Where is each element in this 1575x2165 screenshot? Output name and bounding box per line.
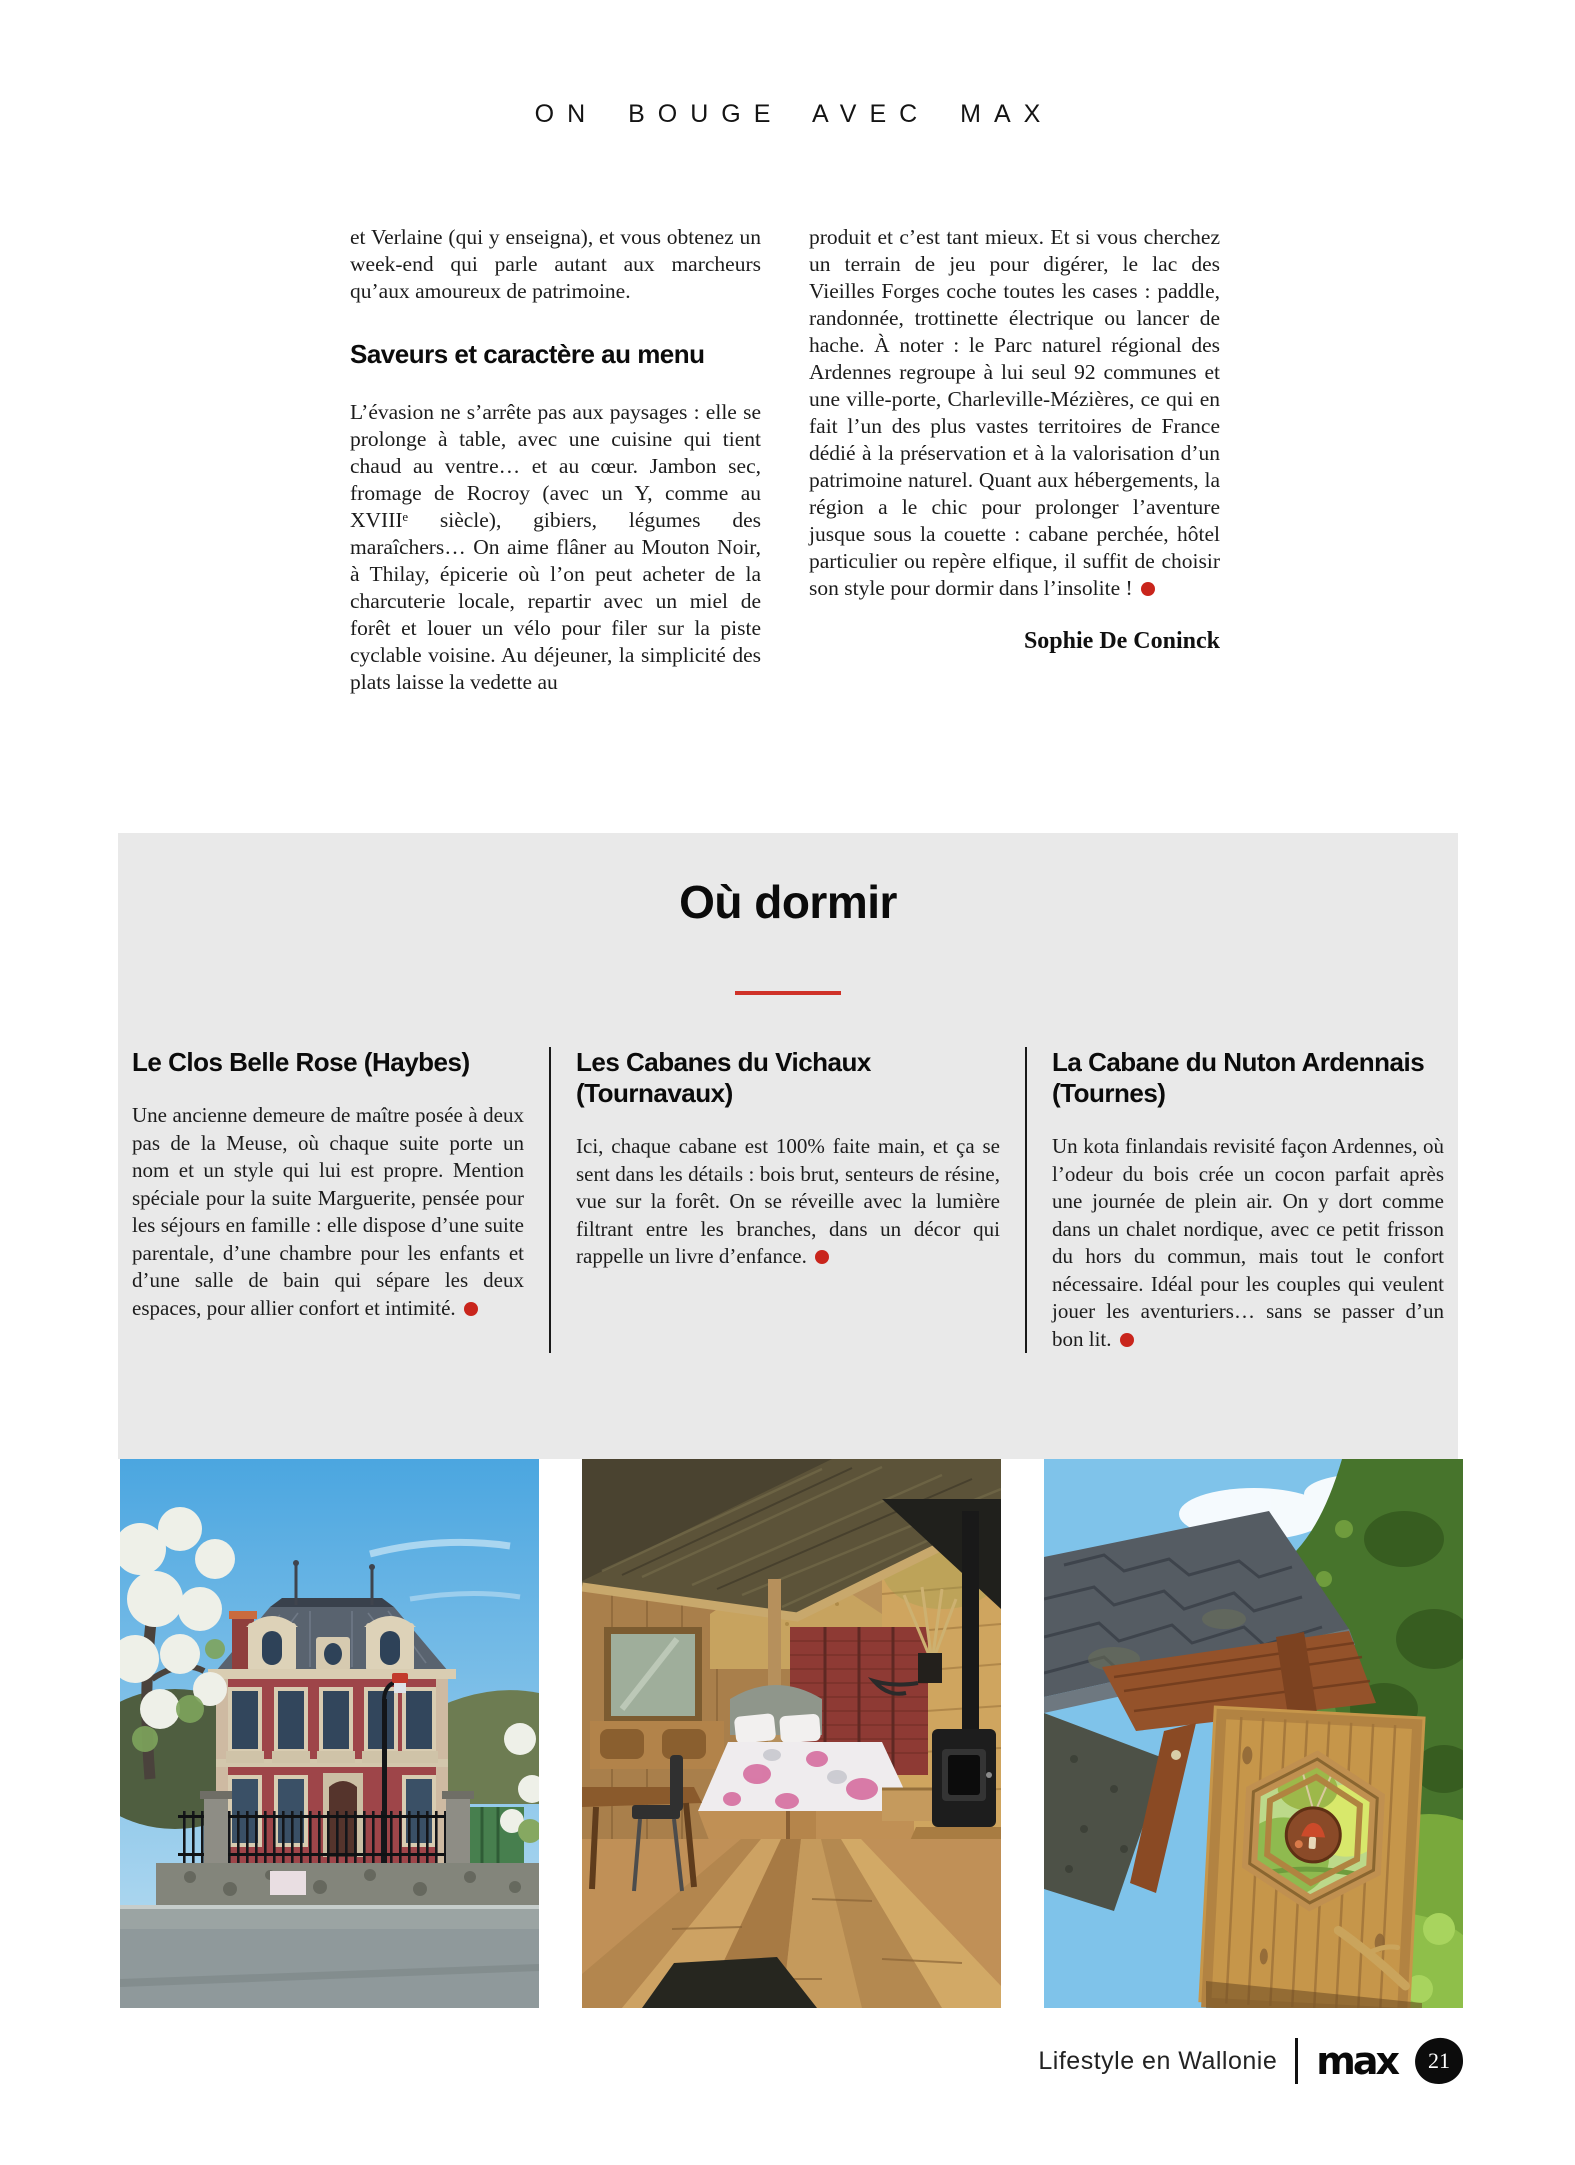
listing-body-text: Une ancienne demeure de maître posée à deux pas de la Meuse, où chaque suite porte un nom et un style qui lui est propre. Mention spéciale pour la suite Marguerite, pensée pour les séjours en famille : elle dispose d’une suite parentale, d’une chambre pour les enfants et d’une salle de bain qui sépare les deux espaces, pour allier confort et intimité. — [132, 1103, 524, 1320]
footer-divider — [1295, 2038, 1298, 2084]
article-intro-paragraph: et Verlaine (qui y enseigna), et vous obtenez un week-end qui parle autant aux marcheurs qu’aux amoureux de patrimoine. — [350, 225, 761, 303]
max-logo: max — [1316, 2039, 1397, 2083]
listing-clos-belle-rose — [132, 1047, 549, 1353]
footer-section-label: Lifestyle en Wallonie — [1038, 2046, 1278, 2075]
listing-body — [1052, 1133, 1444, 1353]
page-number-badge — [1413, 2036, 1466, 2087]
listing-cabane-du-nuton — [1027, 1047, 1444, 1353]
article-body — [350, 224, 1220, 696]
end-of-article-dot-icon — [1141, 582, 1155, 596]
article-column-left — [350, 224, 761, 696]
cabin-interior-illustration — [582, 1459, 1001, 2008]
author-byline: Sophie De Coninck — [1023, 628, 1220, 654]
kota-exterior-illustration — [1044, 1459, 1463, 2008]
end-of-article-dot-icon — [815, 1250, 829, 1264]
article-paragraph: L’évasion ne s’arrête pas aux paysages : elle se prolonge à table, avec une cuisine qui tient chaud au ventre… et au cœur. Jambon sec, fromage de Rocroy (avec un Y, comme au XVIIIᵉ siècle), gibiers, légumes des maraîchers… On aime flâner au Mouton Noir, à Thilay, épicerie où l’on peut acheter de la charcuterie locale, repartir avec un miel de forêt et louer un vélo pour filer sur la piste cyclable voisine. Au déjeuner, la simplicité des plats laisse la vedette au — [350, 400, 761, 694]
article-paragraph — [809, 224, 1220, 602]
ou-dormir-box — [118, 833, 1458, 1459]
listing-body-text: Ici, chaque cabane est 100% faite main, et ça se sent dans les détails : bois brut, senteurs de résine, vue sur la forêt. On se réveille avec la lumière filtrant entre les branches, dans un décor qui rappelle un livre d’enfance. — [576, 1134, 1000, 1268]
listing-heading: Les Cabanes du Vichaux (Tournavaux) — [576, 1047, 871, 1108]
page-number: 21 — [1428, 2048, 1450, 2073]
listing-body — [576, 1133, 1000, 1271]
box-columns — [118, 995, 1458, 1353]
listing-heading: Le Clos Belle Rose (Haybes) — [132, 1047, 470, 1077]
end-of-article-dot-icon — [1120, 1333, 1134, 1347]
listing-cabanes-du-vichaux — [549, 1047, 1027, 1353]
end-of-article-dot-icon — [464, 1302, 478, 1316]
listing-body — [132, 1102, 524, 1322]
listing-body-text: Un kota finlandais revisité façon Ardennes, où l’odeur du bois crée un cocon parfait après une journée de plein air. On y dort comme dans un chalet nordique, avec ce petit frisson du hors du commun, mais tout le confort nécessaire. Idéal pour les couples qui veulent jouer les aventuriers… sans se passer d’un bon lit. — [1052, 1134, 1444, 1351]
page-footer — [1038, 2038, 1463, 2084]
photo-kota-door-nuton — [1044, 1459, 1463, 2008]
listing-heading: La Cabane du Nuton Ardennais (Tournes) — [1052, 1047, 1425, 1108]
section-kicker: ON BOUGE AVEC MAX — [534, 100, 1054, 128]
article-subheading: Saveurs et caractère au menu — [350, 339, 705, 369]
photo-mansion-clos-belle-rose — [120, 1459, 539, 2008]
photo-cabin-interior-vichaux — [582, 1459, 1001, 2008]
article-column-right — [809, 224, 1220, 696]
box-title: Où dormir — [679, 876, 897, 928]
article-paragraph-text: produit et c’est tant mieux. Et si vous cherchez un terrain de jeu pour digérer, le lac des Vieilles Forges coche toutes les cases : paddle, randonnée, trottinette électrique ou lancer de hache. À noter : le Parc naturel régional des Ardennes regroupe à lui seul 92 communes et une ville-porte, Charleville-Mézières, ce qui en fait l’un des plus vastes territoires de France dédié à la préservation et à la valorisation d’un patrimoine naturel. Quant aux hébergements, la région a le chic pour prolonger l’aventure jusque sous la couette : cabane perchée, hôtel particulier ou repère elfique, il suffit de choisir son style pour dormir dans l’insolite ! — [809, 225, 1220, 600]
photo-strip — [120, 1459, 1463, 2008]
mansion-photo-illustration — [120, 1459, 539, 2008]
